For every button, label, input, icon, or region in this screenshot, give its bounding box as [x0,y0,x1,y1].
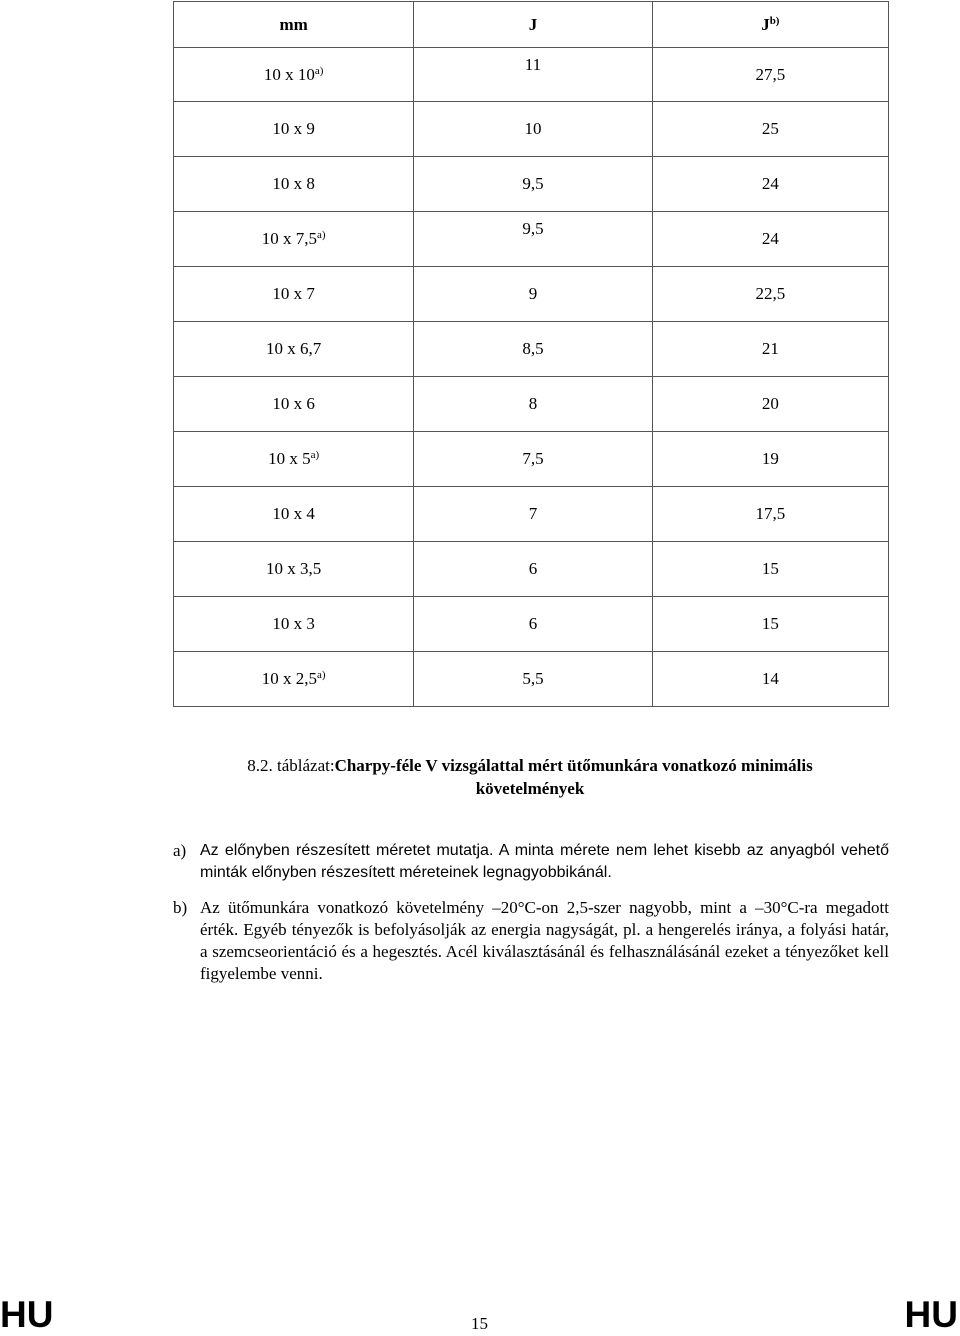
table-header-row [174,2,889,48]
requirements-table [173,1,889,707]
header-jb: $J^{b)}$ [652,2,888,48]
cell-size: 10 x 7 [174,267,414,322]
table-caption [200,754,860,800]
footnote-marker: b) [173,898,188,917]
cell-size: 10 x 7,5$^{a)}$ [174,212,414,267]
cell-size: 10 x 5$^{a)}$ [174,432,414,487]
cell-size: 10 x 3,5 [174,542,414,597]
cell-j: 9,5 [414,157,652,212]
table-row [174,377,889,432]
cell-j: 8,5 [414,322,652,377]
cell-j: 6 [414,542,652,597]
cell-j: 10 [414,102,652,157]
cell-size: 10 x 3 [174,597,414,652]
table-row [174,102,889,157]
footnote-marker: a) [173,841,187,860]
page-number: 15 [471,1314,488,1333]
cell-jb: 22,5 [652,267,888,322]
cell-jb: 15 [652,597,888,652]
footnote-b [173,897,889,985]
table-row [174,487,889,542]
cell-j: 7 [414,487,652,542]
header-j: J [414,2,652,48]
table-row [174,212,889,267]
table-row [174,597,889,652]
table-row [174,322,889,377]
cell-size: 10 x 2,5$^{a)}$ [174,652,414,707]
header-mm: mm [174,2,414,48]
cell-jb: 17,5 [652,487,888,542]
table-row [174,48,889,102]
cell-jb: 20 [652,377,888,432]
cell-j: 8 [414,377,652,432]
caption-title: Charpy-féle V vizsgálattal mért ütőmunkára vonatkozó minimális követelmények [334,756,813,798]
cell-jb: 24 [652,212,888,267]
footnote-text: Az előnyben részesített méretet mutatja. A minta mérete nem lehet kisebb az anyagból vehető minták előnyben részesített méreteinek legnagyobbikánál. [200,842,889,881]
cell-size: 10 x 8 [174,157,414,212]
cell-jb: 27,5 [652,48,888,102]
caption-prefix: 8.2. táblázat: [247,756,335,775]
cell-j: 5,5 [414,652,652,707]
cell-jb: 25 [652,102,888,157]
cell-size: 10 x 10$^{a)}$ [174,48,414,102]
cell-size: 10 x 9 [174,102,414,157]
footer-country-right: HU [904,1294,958,1335]
cell-j: 7,5 [414,432,652,487]
cell-j: 11 [414,48,652,102]
cell-size: 10 x 6 [174,377,414,432]
cell-jb: 15 [652,542,888,597]
footnote-text: Az ütőmunkára vonatkozó követelmény –20°C-on 2,5-szer nagyobb, mint a –30°C-ra megadott érték. Egyéb tényezők is befolyásolják az energia nagyságát, pl. a hengerelés iránya, a folyási határ, a szemcseorientáció és a hegesztés. Acél kiválasztásánál és felhasználásánál ezeket a tényezőket kell figyelembe venni. [200,898,889,983]
cell-jb: 24 [652,157,888,212]
table-row [174,267,889,322]
cell-jb: 14 [652,652,888,707]
cell-jb: 21 [652,322,888,377]
footnote-a [173,840,889,884]
cell-size: 10 x 6,7 [174,322,414,377]
table-row [174,157,889,212]
footnotes [173,840,889,998]
cell-j: 6 [414,597,652,652]
cell-jb: 19 [652,432,888,487]
cell-j: 9 [414,267,652,322]
table-row [174,432,889,487]
cell-size: 10 x 4 [174,487,414,542]
cell-j: 9,5 [414,212,652,267]
table-row [174,652,889,707]
table-row [174,542,889,597]
footer-country-left: HU [0,1294,54,1335]
